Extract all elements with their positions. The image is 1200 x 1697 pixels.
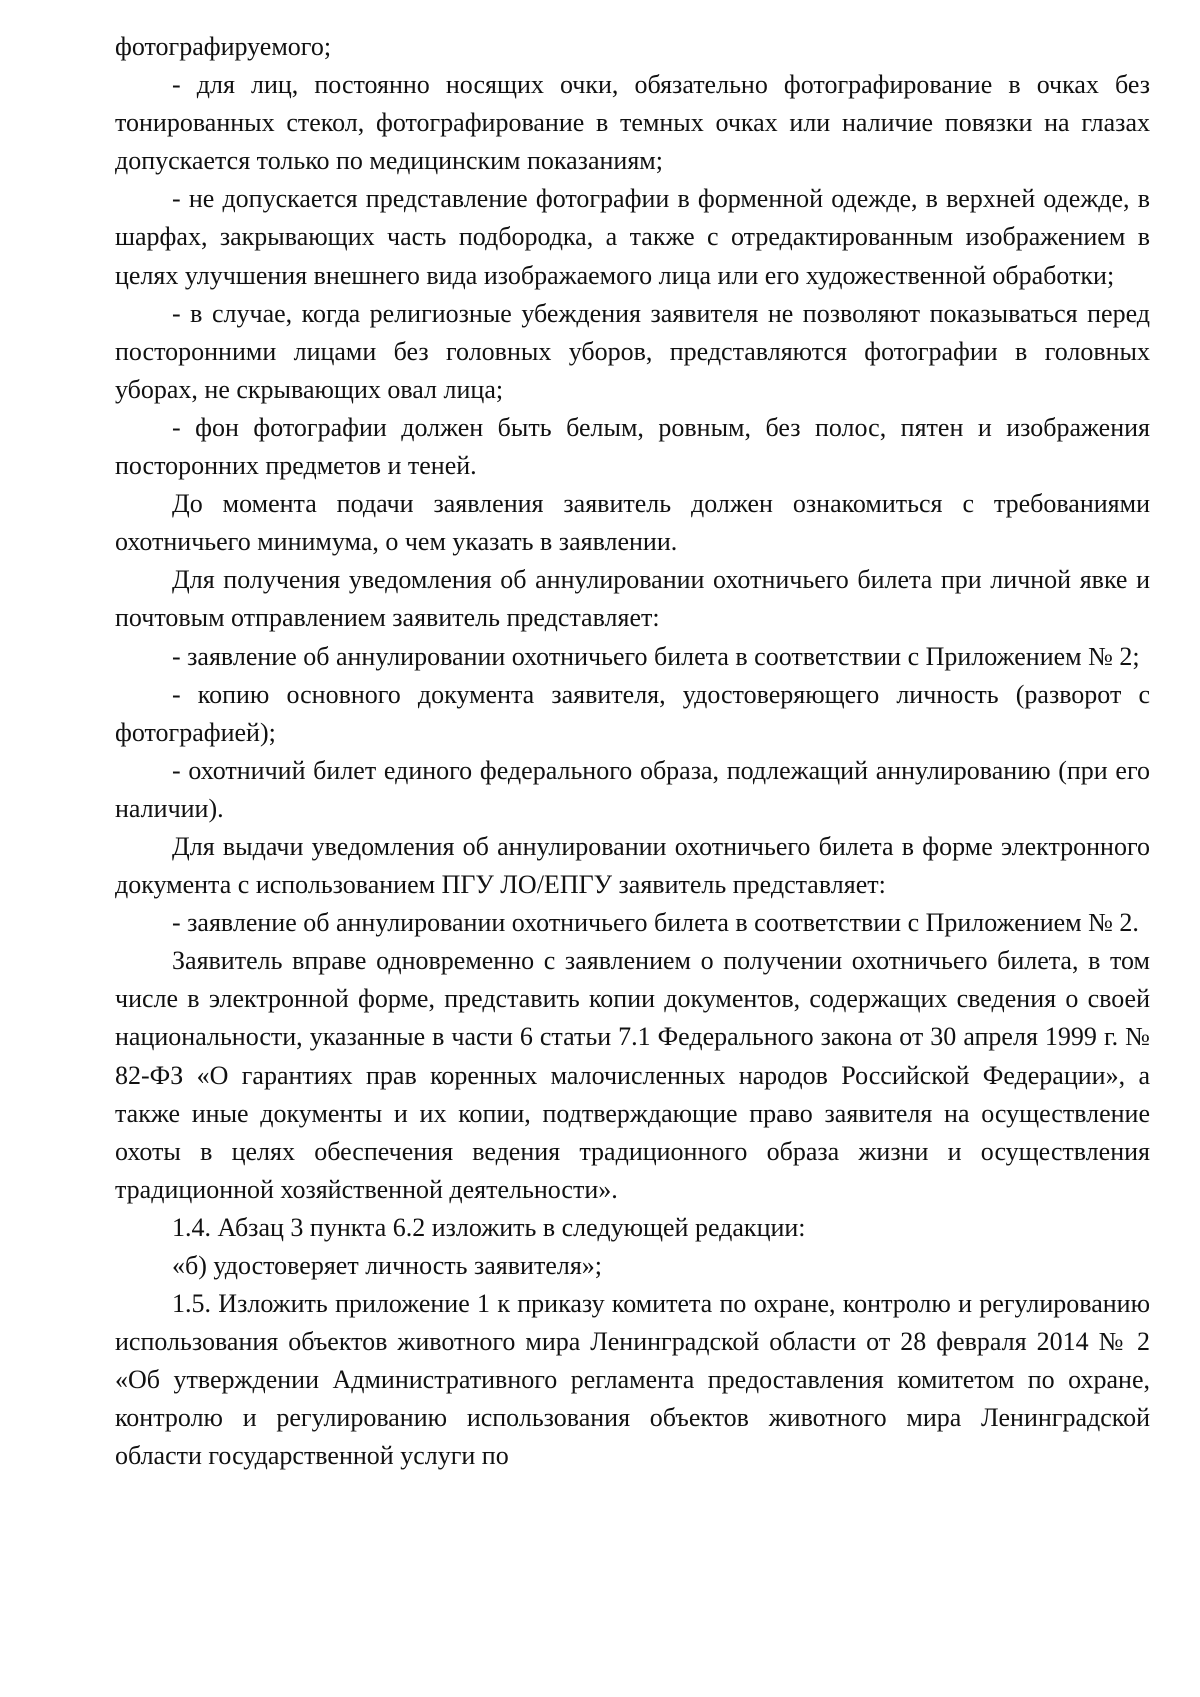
paragraph-9: - копию основного документа заявителя, удостоверяющего личность (разворот с фотографией); xyxy=(115,679,1150,747)
paragraph-15: «б) удостоверяет личность заявителя»; xyxy=(172,1251,603,1280)
paragraph-8: - заявление об аннулировании охотничьего билета в соответствии с Приложением № 2; xyxy=(172,641,1140,671)
paragraph-14: 1.4. Абзац 3 пункта 6.2 изложить в следующей редакции: xyxy=(172,1212,806,1242)
paragraph-13: Заявитель вправе одновременно с заявлением о получении охотничьего билета, в том числе в электронной форме, представить копии документов, содержащих сведения о своей национальности, указанные в части 6 статьи 7.1 Федерального закона от 30 апреля 1999 г. № 82-ФЗ «О гарантиях прав коренных малочисленных народов Российской Федерации», а также иные документы и их копии, подтверждающие право заявителя на осуществление охоты в целях обеспечения ведения традиционного образа жизни и осуществления традиционной хозяйственной деятельности». xyxy=(115,946,1150,1204)
paragraph-6: До момента подачи заявления заявитель должен ознакомиться с требованиями охотничьего минимума, о чем указать в заявлении. xyxy=(115,489,1150,557)
paragraph-16: 1.5. Изложить приложение 1 к приказу комитета по охране, контролю и регулированию использования объектов животного мира Ленинградской области от 28 февраля 2014 № 2 «Об утверждении Административного регламента предоставления комитетом по охране, контролю и регулированию использования объектов животного мира Ленинградской области государственной услуги по xyxy=(115,1289,1150,1471)
paragraph-12: - заявление об аннулировании охотничьего билета в соответствии с Приложением № 2. xyxy=(172,908,1139,938)
paragraph-4: - в случае, когда религиозные убеждения заявителя не позволяют показываться перед посторонними лицами без головных уборов, представляются фотографии в головных уборах, не скрывающих овал лица; xyxy=(115,298,1150,404)
paragraph-10: - охотничий билет единого федерального образа, подлежащий аннулированию (при его наличии). xyxy=(115,755,1150,823)
paragraph-1: фотографируемого; xyxy=(115,32,332,61)
paragraph-3: - не допускается представление фотографии в форменной одежде, в верхней одежде, в шарфах, закрывающих часть подбородка, а также с отредактированным изображением в целях улучшения внешнего вида изображаемого лица или его художественной обработки; xyxy=(115,184,1150,290)
paragraph-5: - фон фотографии должен быть белым, ровным, без полос, пятен и изображения посторонних предметов и теней. xyxy=(115,412,1150,481)
paragraph-11: Для выдачи уведомления об аннулировании охотничьего билета в форме электронного документа с использованием ПГУ ЛО/ЕПГУ заявитель представляет: xyxy=(115,831,1150,900)
paragraph-2: - для лиц, постоянно носящих очки, обязательно фотографирование в очках без тонированных стекол, фотографирование в темных очках или наличие повязки на глазах допускается только по медицинским показаниям; xyxy=(115,70,1150,176)
paragraph-7: Для получения уведомления об аннулировании охотничьего билета при личной явке и почтовым отправлением заявитель представляет: xyxy=(115,565,1150,633)
